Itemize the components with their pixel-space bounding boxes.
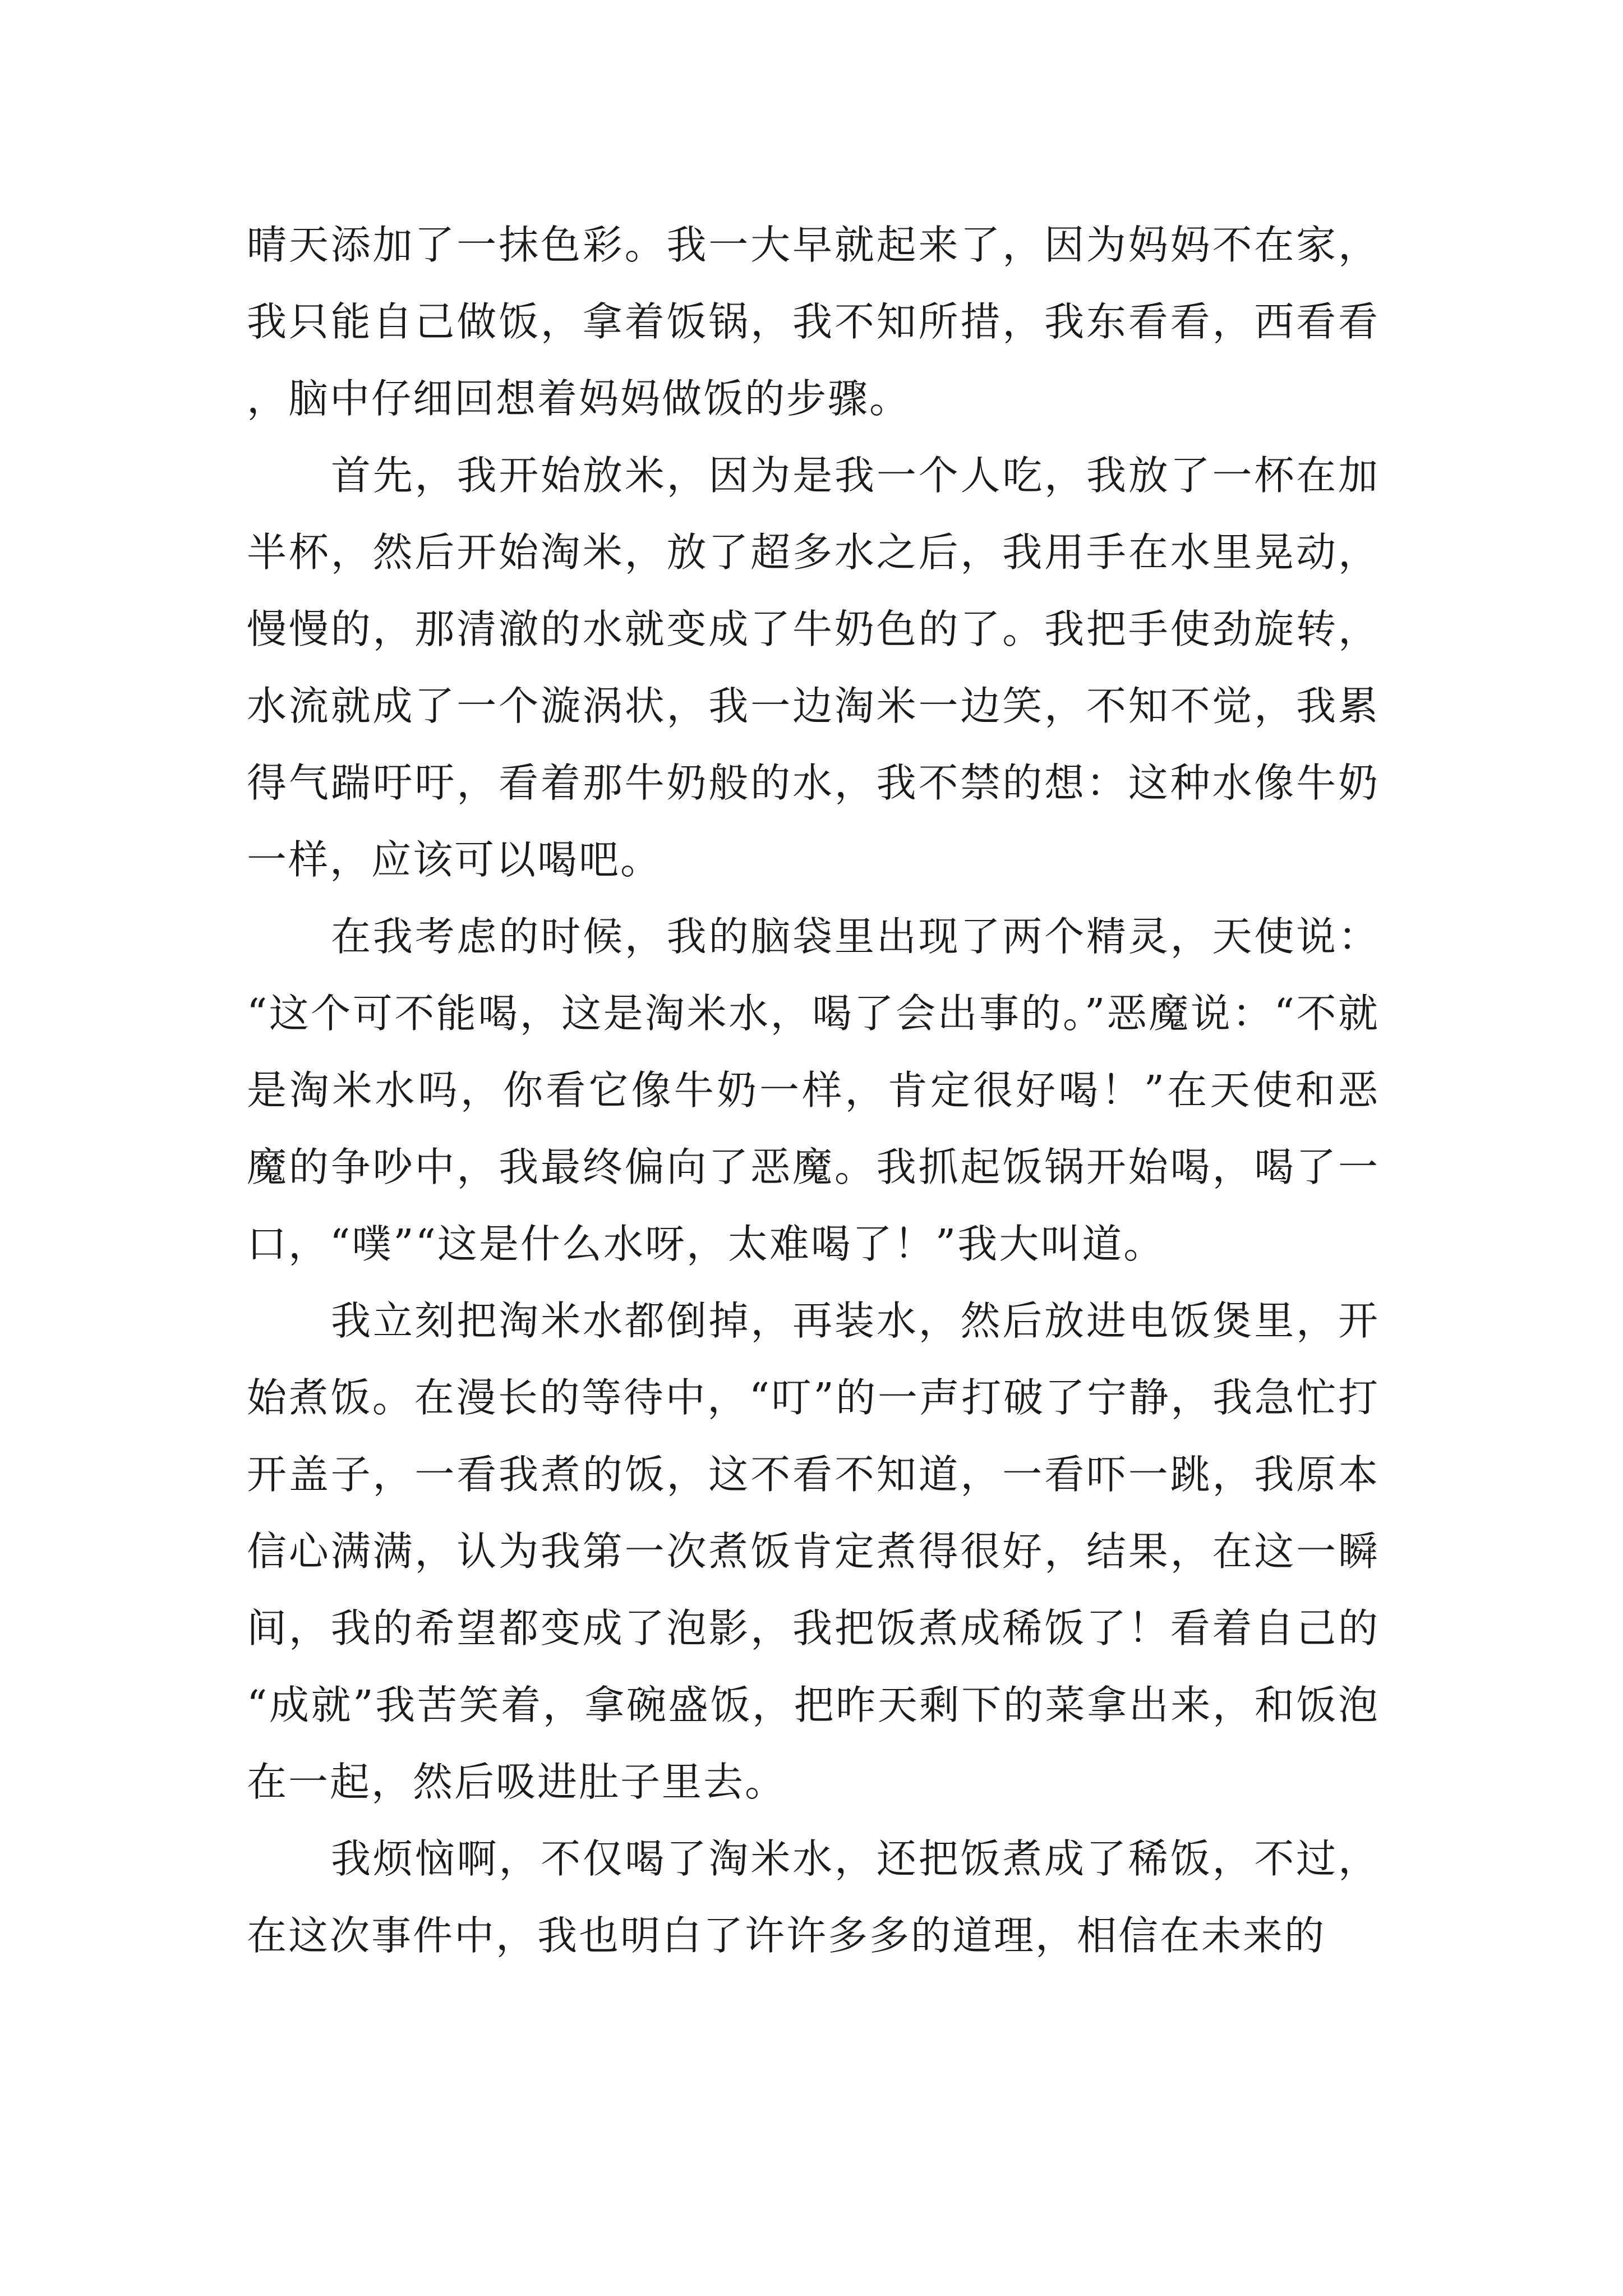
paragraph-3: 在我考虑的时候，我的脑袋里出现了两个精灵，天使说：“这个可不能喝，这是淘米水，喝了会出事的。”恶魔说：“不就是淘米水吗，你看它像牛奶一样，肯定很好喝！”在天使和恶魔的争吵中，我最终偏向了恶魔。我抓起饭锅开始喝，喝了一口，“噗”“这是什么水呀，太难喝了！”我大叫道。 xyxy=(247,913,1380,1267)
paragraph-1: 晴天添加了一抹色彩。我一大早就起来了，因为妈妈不在家，我只能自己做饭，拿着饭锅，我不知所措，我东看看，西看看，脑中仔细回想着妈妈做饭的步骤。 xyxy=(247,222,1380,422)
paragraph-4: 我立刻把淘米水都倒掉，再装水，然后放进电饭煲里，开始煮饭。在漫长的等待中，“叮”的一声打破了宁静，我急忙打开盖子，一看我煮的饭，这不看不知道，一看吓一跳，我原本信心满满，认为我第一次煮饭肯定煮得很好，结果，在这一瞬间，我的希望都变成了泡影，我把饭煮成稀饭了！看着自己的“成就”我苦笑着，拿碗盛饭，把昨天剩下的菜拿出来，和饭泡在一起，然后吸进肚子里去。 xyxy=(247,1297,1380,1805)
document-body xyxy=(247,206,1380,1974)
paragraph-2: 首先，我开始放米，因为是我一个人吃，我放了一杯在加半杯，然后开始淘米，放了超多水之后，我用手在水里晃动，慢慢的，那清澈的水就变成了牛奶色的了。我把手使劲旋转，水流就成了一个漩涡状，我一边淘米一边笑，不知不觉，我累得气踹吁吁，看着那牛奶般的水，我不禁的想：这种水像牛奶一样，应该可以喝吧。 xyxy=(247,452,1380,883)
paragraph-5: 我烦恼啊，不仅喝了淘米水，还把饭煮成了稀饭，不过，在这次事件中，我也明白了许许多多的道理，相信在未来的 xyxy=(247,1835,1380,1959)
